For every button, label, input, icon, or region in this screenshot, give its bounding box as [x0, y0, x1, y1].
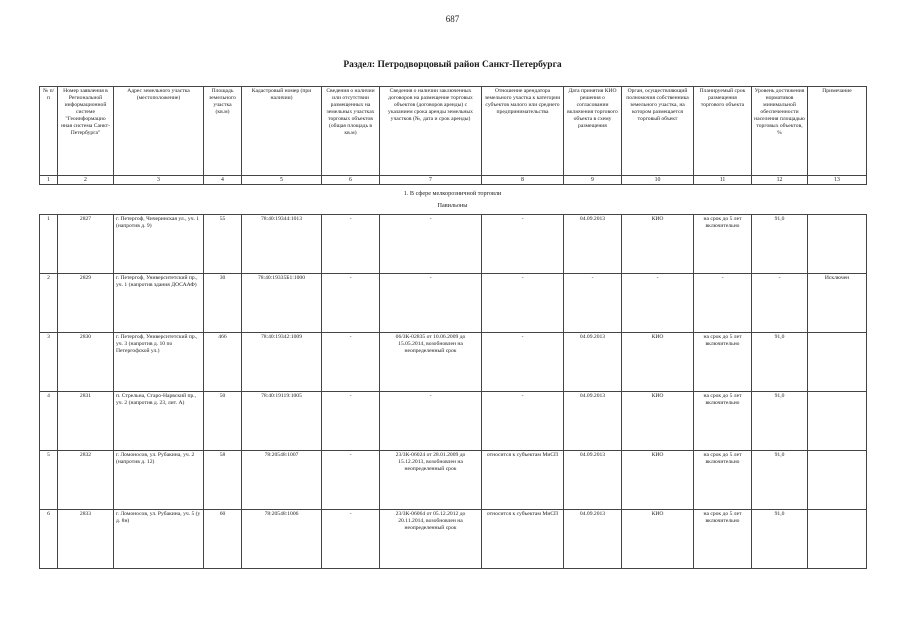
address-cell: п. Стрельна, Старо-Нарвский пр., уч. 2 (напротив д. 23, лит. А)	[114, 392, 204, 451]
column-number: 9	[564, 176, 622, 185]
column-number: 7	[380, 176, 482, 185]
column-header: Примечание	[808, 87, 867, 176]
area-cell: 55	[204, 215, 242, 274]
cadastral-number: 78:40:19344:1013	[242, 215, 322, 274]
existing-objects: -	[322, 451, 380, 510]
contracts-cell: 23/ЗК-06024 от 28.01.2009 до 15.12.2013, возобновлен на неопределенный срок	[380, 451, 482, 510]
address-cell: г. Петергоф, Университетский пр., уч. 3 (напротив д. 10 по Петергофской ул.)	[114, 333, 204, 392]
column-number: 4	[204, 176, 242, 185]
column-header: Отношение арендатора земельного участка к категории субъектов малого или среднего предпринимательства	[482, 87, 564, 176]
table-row	[40, 451, 867, 510]
column-header: № п/п	[40, 87, 58, 176]
column-number: 13	[808, 176, 867, 185]
column-number: 5	[242, 176, 322, 185]
page-number: 687	[445, 14, 460, 24]
area-cell: 30	[204, 274, 242, 333]
term-cell: -	[694, 274, 752, 333]
sme-cell: относится к субъектам МиСП	[482, 510, 564, 569]
existing-objects: -	[322, 510, 380, 569]
level-cell: 91,0	[752, 451, 808, 510]
term-cell: на срок до 5 лет включительно	[694, 392, 752, 451]
contracts-cell: -	[380, 392, 482, 451]
row-number: 6	[40, 510, 58, 569]
row-number: 5	[40, 451, 58, 510]
table-row	[40, 215, 867, 274]
authority-cell: КИО	[622, 392, 694, 451]
cadastral-number: 78:40:19119:1005	[242, 392, 322, 451]
column-header: Номер заявления в Региональной информационной системе "Геоинформацио нная система Санкт-Петербурга"	[58, 87, 114, 176]
term-cell: на срок до 5 лет включительно	[694, 215, 752, 274]
data-table	[39, 214, 867, 569]
address-cell: г. Петергоф, Университетский пр., уч. 1 (напротив здания ДОСААФ)	[114, 274, 204, 333]
column-header: Дата принятия КИО решения о согласовании включения торгового объекта в схему размещения	[564, 87, 622, 176]
column-number: 1	[40, 176, 58, 185]
section-heading: Раздел: Петродворцовый район Санкт-Петербурга	[343, 60, 562, 70]
decision-date: 04.09.2013	[564, 215, 622, 274]
table-row	[40, 510, 867, 569]
area-cell: 466	[204, 333, 242, 392]
column-number: 12	[752, 176, 808, 185]
area-cell: 60	[204, 510, 242, 569]
table-header	[39, 86, 867, 185]
authority-cell: КИО	[622, 333, 694, 392]
authority-cell: КИО	[622, 510, 694, 569]
application-number: 2827	[58, 215, 114, 274]
term-cell: на срок до 5 лет включительно	[694, 451, 752, 510]
area-cell: 50	[204, 392, 242, 451]
level-cell: 91,0	[752, 215, 808, 274]
existing-objects: -	[322, 274, 380, 333]
column-number: 2	[58, 176, 114, 185]
note-cell	[808, 510, 867, 569]
note-cell	[808, 392, 867, 451]
existing-objects: -	[322, 333, 380, 392]
decision-date: 04.09.2013	[564, 451, 622, 510]
cadastral-number: 78:40:19335Б1:1000	[242, 274, 322, 333]
note-cell: Исключен	[808, 274, 867, 333]
application-number: 2833	[58, 510, 114, 569]
row-number: 4	[40, 392, 58, 451]
cadastral-number: 78:20548:1007	[242, 451, 322, 510]
contracts-cell: -	[380, 274, 482, 333]
row-number: 3	[40, 333, 58, 392]
contracts-cell: 06/ЗК-02835 от 10.06.2009 до 15.05.2014, возобновлен на неопределенный срок	[380, 333, 482, 392]
decision-date: 04.09.2013	[564, 392, 622, 451]
contracts-cell: 23/ЗК-06064 от 05.12.2012 до 20.11.2014, возобновлен на неопределенный срок	[380, 510, 482, 569]
row-number: 2	[40, 274, 58, 333]
column-number: 10	[622, 176, 694, 185]
table-row	[40, 274, 867, 333]
level-cell: 91,0	[752, 392, 808, 451]
address-cell: г. Петергоф, Чичеринская ул., уч. 1 (напротив д. 9)	[114, 215, 204, 274]
section-title: 1. В сфере мелкорозничной торговли	[403, 190, 502, 197]
application-number: 2831	[58, 392, 114, 451]
term-cell: на срок до 5 лет включительно	[694, 333, 752, 392]
note-cell	[808, 451, 867, 510]
area-cell: 58	[204, 451, 242, 510]
application-number: 2832	[58, 451, 114, 510]
contracts-cell: -	[380, 215, 482, 274]
sme-cell: -	[482, 392, 564, 451]
level-cell: -	[752, 274, 808, 333]
table-row	[40, 392, 867, 451]
decision-date: -	[564, 274, 622, 333]
column-number-row	[40, 176, 867, 185]
column-number: 11	[694, 176, 752, 185]
address-cell: г. Ломоносов, ул. Рубакина, уч. 5 (у д. 8н)	[114, 510, 204, 569]
cadastral-number: 78:40:19342:1009	[242, 333, 322, 392]
column-header: Планируемый срок размещения торгового объекта	[694, 87, 752, 176]
sme-cell: -	[482, 274, 564, 333]
row-number: 1	[40, 215, 58, 274]
column-header: Сведения о наличии или отсутствии размещенных на земельных участках торговых объектов (общая площадь в кв.м)	[322, 87, 380, 176]
cadastral-number: 78:20548:1006	[242, 510, 322, 569]
section-subtitle: Павильоны	[437, 202, 468, 209]
existing-objects: -	[322, 215, 380, 274]
column-header: Адрес земельного участка (местоположение)	[114, 87, 204, 176]
sme-cell: -	[482, 215, 564, 274]
column-header: Кадастровый номер (при наличии)	[242, 87, 322, 176]
decision-date: 04.09.2013	[564, 333, 622, 392]
column-header: Уровень достижения нормативов минимальной обеспеченности населения площадью торговых объектов, %	[752, 87, 808, 176]
application-number: 2829	[58, 274, 114, 333]
application-number: 2830	[58, 333, 114, 392]
note-cell	[808, 333, 867, 392]
column-header: Площадь земельного участка (кв.м)	[204, 87, 242, 176]
sme-cell: -	[482, 333, 564, 392]
table-row	[40, 333, 867, 392]
column-number: 3	[114, 176, 204, 185]
decision-date: 04.09.2013	[564, 510, 622, 569]
address-cell: г. Ломоносов, ул. Рубакина, уч. 2 (напротив д. 12)	[114, 451, 204, 510]
authority-cell: КИО	[622, 215, 694, 274]
header-row	[40, 87, 867, 176]
column-header: Орган, осуществляющий полномочия собственника земельного участка, на котором размещается торговый объект	[622, 87, 694, 176]
note-cell	[808, 215, 867, 274]
authority-cell: -	[622, 274, 694, 333]
authority-cell: КИО	[622, 451, 694, 510]
level-cell: 91,0	[752, 333, 808, 392]
column-number: 6	[322, 176, 380, 185]
term-cell: на срок до 5 лет включительно	[694, 510, 752, 569]
column-header: Сведения о наличии заключенных договоров на размещение торговых объектов (договоров аренды) с указанием срока аренды земельных участков (№, дата и срок аренды)	[380, 87, 482, 176]
level-cell: 91,0	[752, 510, 808, 569]
existing-objects: -	[322, 392, 380, 451]
sme-cell: относится к субъектам МиСП	[482, 451, 564, 510]
column-number: 8	[482, 176, 564, 185]
